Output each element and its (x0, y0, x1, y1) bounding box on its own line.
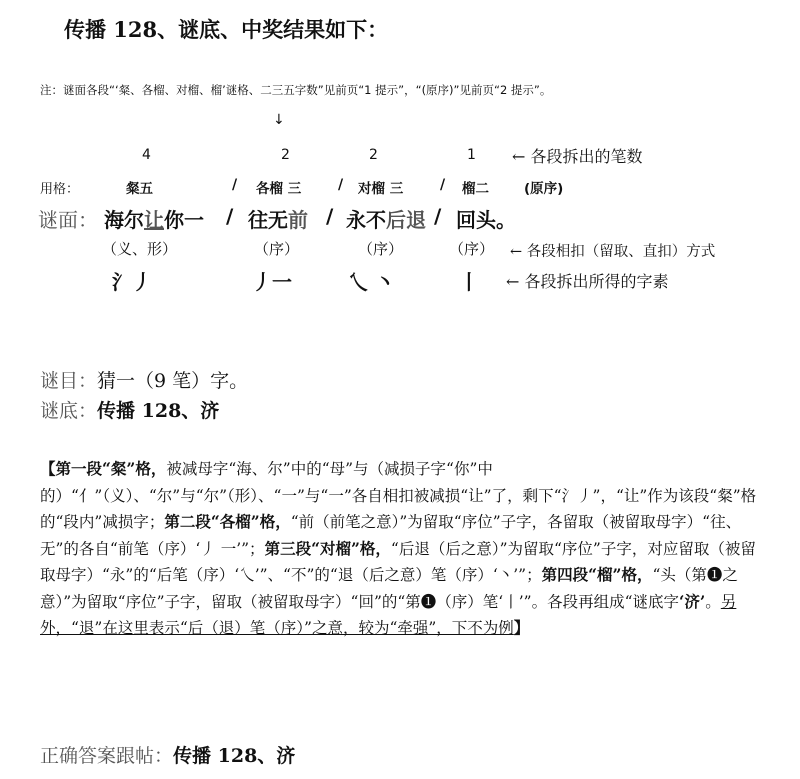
explanation-seg2-title: 第二段“各榴”格， (164, 512, 291, 531)
arrow-down-icon: ↓ (273, 112, 285, 128)
riddle-text-2b: 前 (288, 208, 308, 232)
format-segment-3: 对榴 三 (358, 181, 404, 197)
format-separator-1: / (232, 177, 238, 193)
element-3: 乀 丶 (348, 270, 395, 294)
mumu-row (40, 366, 248, 393)
explanation-seg4-text: “头（第❶之意）”为留取“序位”子字，留取（被留取母字）“回”的“第❶（序）笔‘丨’”。各段再组成“谜底字 (40, 566, 738, 611)
format-label: 用格： (40, 182, 80, 197)
element-1: 氵丿 (112, 270, 152, 294)
explanation-answer-char: ‘济’ (679, 591, 706, 611)
stroke-count-label: ← 各段拆出的笔数 (512, 147, 643, 166)
riddle-segment-4: 回头。 (456, 208, 516, 232)
method-label: ← 各段相扣（留取、直扣）方式 (510, 244, 716, 260)
riddle-label: 谜面： (38, 208, 98, 232)
stroke-count-4: 1 (467, 147, 476, 163)
explanation-seg1-text: 被减母字“海、尔”中的“母”与（减损子字“你”中的）“亻”（义）、“尔”与“尔”（形）、“一”与“一”各自相扣被减损“让”了，剩下“氵丿”，“让”作为该段“粲”格的“段内”减损字； (40, 460, 757, 531)
answer-value: 传播 128、济 (97, 400, 220, 422)
riddle-segment-1 (104, 204, 204, 233)
stroke-count-2: 2 (281, 147, 290, 163)
method-4: （序） (449, 240, 495, 258)
riddle-separator-3: / (434, 204, 442, 228)
element-2: 丿一 (252, 270, 292, 294)
riddle-separator-2: / (326, 204, 334, 228)
explanation-seg2-text: “前（前笔之意）”为留取“序位”子字，各留取（被留取母字）“往、无”的各自“前笔（序）‘丿 一’”； (40, 513, 742, 558)
answer-label: 谜底： (40, 400, 98, 422)
format-segment-1: 粲五 (126, 181, 153, 197)
format-separator-3: / (440, 177, 446, 193)
explanation-underlined-note: 另外，“退”在这里表示“后（退）笔（序）”之意，较为“牵强”，下不为例 (40, 592, 737, 637)
method-3: （序） (358, 240, 404, 258)
explanation-end-bracket: 】 (513, 618, 530, 637)
method-2: （序） (254, 240, 300, 258)
explanation-paragraph (40, 456, 770, 642)
mumu-label: 谜目： (40, 370, 98, 392)
explanation-seg4-title: 第四段“榴”格， (541, 565, 653, 584)
stroke-count-3: 2 (369, 147, 378, 163)
format-segment-2: 各榴 三 (256, 181, 302, 197)
riddle-separator-1: / (226, 204, 234, 228)
answer-row (40, 396, 219, 423)
note-line: 注：谜面各段“‘粲、各榴、对榴、榴’谜格、二三五字数”见前页“1 提示”，“(原序)”见前页“2 提示”。 (40, 83, 552, 97)
explanation-seg3-title: 第三段“对榴”格， (264, 538, 391, 558)
stroke-count-1: 4 (142, 147, 151, 163)
explanation-period: 。 (705, 592, 721, 611)
riddle-text-1c: 你一 (164, 208, 204, 232)
explanation-seg1-title: 【第一段“粲”格， (40, 459, 167, 478)
riddle-text-2a: 往无 (248, 208, 288, 232)
riddle-segment-3 (346, 204, 426, 233)
method-1: （义、形） (102, 240, 178, 258)
mumu-value: 猜一（9 笔）字。 (97, 370, 249, 392)
riddle-text-1b: 让 (144, 208, 164, 232)
format-separator-2: / (338, 177, 344, 193)
element-4: 丨 (459, 270, 479, 294)
riddle-text-3b: 后退 (386, 208, 426, 232)
page-title: 传播 128、谜底、中奖结果如下： (64, 17, 389, 42)
explanation-seg3-text: “后退（后之意）”为留取“序位”子字，对应留取（被留取母字）“永”的“后笔（序）‘乀’”、“不”的“退（后之意）笔（序）‘丶’”； (40, 539, 756, 584)
footer-value: 传播 128、济 (173, 745, 296, 767)
element-label: ← 各段拆出所得的字素 (506, 272, 669, 291)
footer-row (40, 741, 295, 768)
footer-label: 正确答案跟帖： (40, 745, 174, 767)
riddle-text-1a: 海尔 (104, 208, 144, 232)
format-segment-4: 榴二 (462, 181, 489, 197)
riddle-text-3a: 永不 (346, 208, 386, 232)
riddle-segment-2 (248, 204, 308, 233)
format-original-order: (原序) (524, 181, 564, 197)
